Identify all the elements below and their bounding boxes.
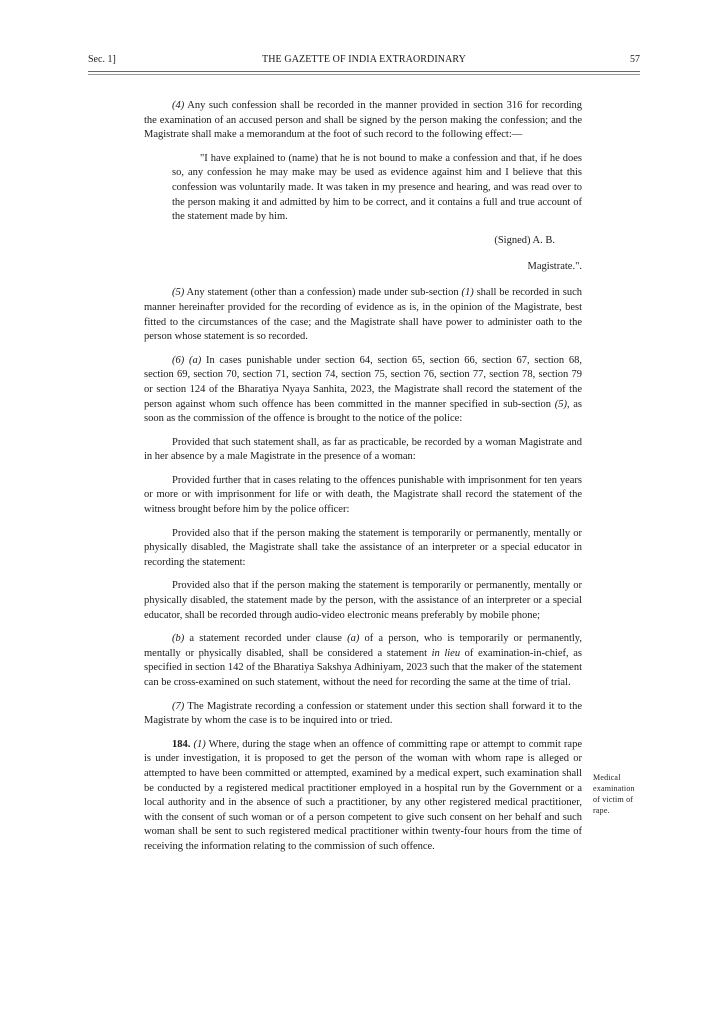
- marginal-note-line: Medical: [593, 773, 621, 782]
- paragraph-subsection-7: [144, 700, 582, 729]
- proviso-2: Provided further that in cases relating to the offences punishable with imprisonment for ten years or more or with imprisonment for life or with death, the Magistrate shall record the statement of the witness brought before him by the police officer:: [144, 474, 582, 516]
- paragraph-text: Any such confession shall be recorded in the manner provided in section 316 for recording the examination of an accused person and shall be signed by the person making the confession; and the Magistrate shall make a memorandum at the foot of such record to the following effect:—: [144, 100, 582, 141]
- marginal-note-line: of victim of: [593, 795, 634, 804]
- clause-label: (b): [172, 633, 185, 645]
- marginal-note-line: rape.: [593, 806, 610, 815]
- document-body: [144, 99, 582, 864]
- paragraph-subsection-6: [144, 354, 582, 427]
- cross-reference: (1): [461, 287, 474, 299]
- signature-line: (Signed) A. B.: [494, 234, 555, 246]
- subsection-number: (4): [172, 100, 185, 111]
- paragraph-text: In cases punishable under section 64, section 65, section 66, section 67, section 68, section 69, section 70, section 71, section 74, section 75, section 76, section 77, section 78, section 79 or section 124 of the Bharatiya Nyaya Sanhita, 2023, the Magistrate shall record the statement of the person against whom such offence has been committed in the manner specified in sub-section: [144, 354, 583, 410]
- paragraph-text: shall be recorded in such manner hereinafter provided for the recording of evidence as is, in the opinion of the Magistrate, best fitted to the circumstances of the case; and the Magistrate shall have power to administer oath to the person whose statement is so recorded.: [144, 287, 582, 343]
- proviso-4: Provided also that if the person making the statement is temporarily or permanently, mentally or physically disabled, the statement made by the person, with the assistance of an interpreter or a special educator, shall be recorded through audio-video electronic means preferably by mobile phone;: [144, 580, 582, 621]
- paragraph-text: of a person, who is temporarily or permanently, mentally or physically disabled, shall be considered a statement: [144, 633, 583, 659]
- cross-reference: (5): [554, 398, 567, 410]
- header-rule-top: [88, 71, 640, 72]
- paragraph-text: , as soon as the commission of the offence is brought to the notice of the police:: [144, 398, 582, 425]
- page-number: 57: [630, 54, 640, 65]
- memorandum-quote: [172, 152, 582, 225]
- paragraph-text: Any statement (other than a confession) made under sub-section: [184, 287, 462, 299]
- section-number: 184.: [172, 738, 191, 750]
- cross-reference: (a): [347, 633, 360, 645]
- proviso-1: Provided that such statement shall, as far as practicable, be recorded by a woman Magistrate and in her absence by a male Magistrate in the presence of a woman:: [144, 436, 582, 463]
- signature-title: Magistrate.".: [527, 261, 582, 273]
- latin-term: in lieu: [431, 647, 461, 659]
- paragraph-text: of examination-in-chief, as specified in section 142 of the Bharatiya Sakshya Adhiniyam, 2023 such that the maker of the statement can be cross-examined on such statement, without the need for recording the same at the time of trial.: [144, 647, 582, 688]
- marginal-note: [593, 772, 649, 816]
- subsection-number: (1): [193, 738, 206, 750]
- proviso-3: Provided also that if the person making the statement is temporarily or permanently, mentally or physically disabled, the Magistrate shall take the assistance of an interpreter or a special educator in recording the statement:: [144, 527, 582, 568]
- marginal-note-line: examination: [593, 784, 635, 793]
- header-rule-bottom: [88, 74, 640, 75]
- paragraph-subsection-4: [144, 99, 582, 143]
- page-header: [88, 54, 640, 70]
- section-reference: Sec. 1]: [88, 54, 116, 65]
- quote-text: "I have explained to (name) that he is not bound to make a confession and that, if he does so, any confession he may make may be used as evidence against him and I believe that this confession was voluntarily made. It was taken in my presence and hearing, and was read over to the person making it and admitted by him to be correct, and it contains a full and true account of the statement made by him.: [172, 152, 582, 223]
- paragraph-text: The Magistrate recording a confession or statement under this section shall forward it to the Magistrate by whom the case is to be inquired into or tried.: [144, 700, 582, 727]
- paragraph-subsection-5: [144, 286, 582, 344]
- subsection-number: (7): [172, 700, 185, 712]
- subsection-number: (5): [172, 287, 185, 299]
- gazette-title: THE GAZETTE OF INDIA EXTRAORDINARY: [262, 54, 466, 65]
- section-184: [144, 738, 582, 855]
- clause-b: [144, 632, 582, 690]
- subsection-number: (6): [172, 354, 185, 366]
- paragraph-text: Where, during the stage when an offence of committing rape or attempt to commit rape is under investigation, it is proposed to get the person of the woman with whom rape is alleged or attempted to have been committed or attempted, examined by a medical expert, such examination shall be conducted by a registered medical practitioner employed in a hospital run by the Government or a local authority and in the absence of such a practitioner, by any other registered medical practitioner, with the consent of such woman or of a person competent to give such consent on her behalf and such woman shall be sent to such registered medical practitioner within twenty-four hours from the time of receiving the information relating to the commission of such offence.: [144, 738, 582, 852]
- paragraph-text: a statement recorded under clause: [184, 633, 348, 645]
- clause-label: (a): [188, 354, 202, 366]
